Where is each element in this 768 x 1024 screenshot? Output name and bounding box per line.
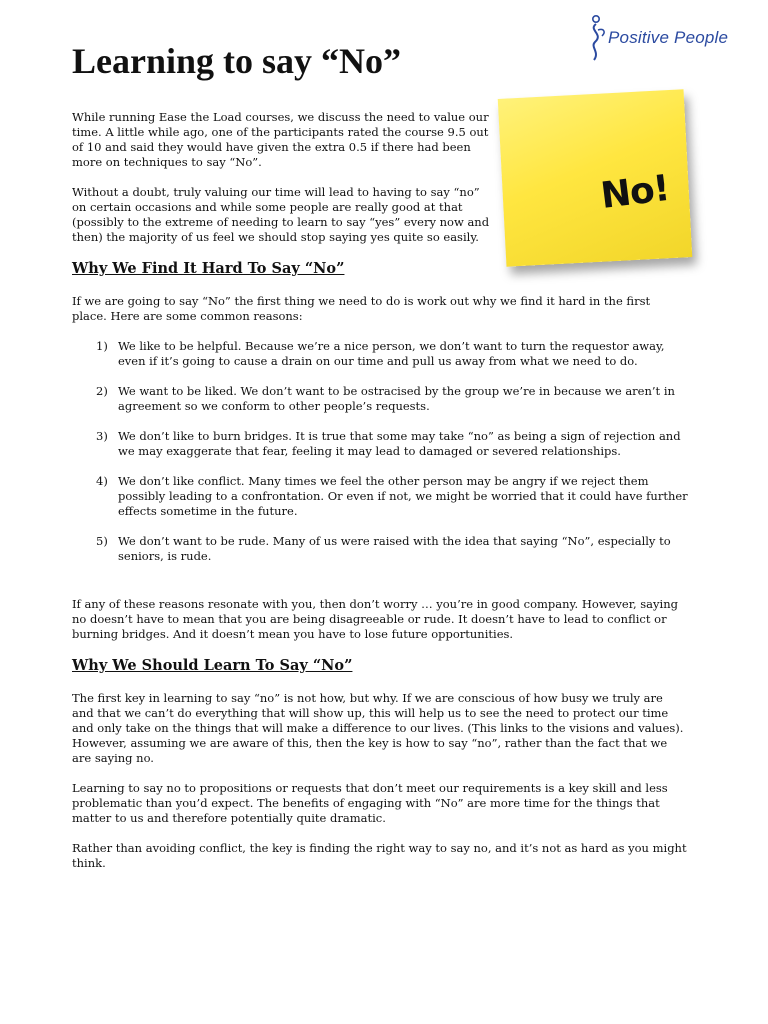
- section-heading-why-hard: Why We Find It Hard To Say “No”: [72, 260, 345, 277]
- list-item: [72, 534, 688, 564]
- list-item: [72, 384, 688, 414]
- brand-name: Positive People: [608, 28, 729, 47]
- list-item-text: We don’t want to be rude. Many of us were raised with the idea that saying “No”, especially to seniors, is rude.: [118, 534, 671, 563]
- list-item-text: We don’t like conflict. Many times we feel the other person may be angry if we reject them possibly leading to a confrontation. Or even if not, we might be worried that it could have further effects sometime in the future.: [118, 474, 688, 518]
- intro-paragraph-1: While running Ease the Load courses, we discuss the need to value our time. A little while ago, one of the participants rated the course 9.5 out of 10 and said they would have given the extra 0.5 if there had been more on techniques to say “No”.: [72, 110, 489, 169]
- intro-paragraph-2: Without a doubt, truly valuing our time will lead to having to say “no” on certain occasions and while some people are really good at that (possibly to the extreme of needing to learn to say “yes” every now and then) the majority of us feel we should stop saying yes quite so easily.: [72, 185, 490, 244]
- list-item-text: We like to be helpful. Because we’re a nice person, we don’t want to turn the requestor away, even if it’s going to cause a drain on our time and pull us away from what we need to do.: [118, 339, 665, 368]
- list-item-text: We want to be liked. We don’t want to be ostracised by the group we’re in because we aren’t in agreement so we conform to other people’s requests.: [118, 384, 675, 413]
- reasons-list: [72, 339, 688, 564]
- list-number: 4): [96, 474, 108, 488]
- list-item: [72, 429, 688, 459]
- brand-logo: [586, 14, 756, 62]
- list-number: 5): [96, 534, 108, 548]
- list-number: 2): [96, 384, 108, 398]
- page-title: Learning to say “No”: [72, 41, 402, 81]
- section2-paragraph-2: Learning to say no to propositions or requests that don’t meet our requirements is a key skill and less problematic than you’d expect. The benefits of engaging with “No” are more time for the things that matter to us and therefore potentially quite dramatic.: [72, 781, 668, 825]
- list-item: [72, 474, 688, 519]
- section2-paragraph-1: The first key in learning to say “no” is not how, but why. If we are conscious of how busy we truly are and that we can’t do everything that will show up, this will help us to see the need to protect our time and only take on the things that will make a difference to our lives. (This links to the visions and values). However, assuming we are aware of this, then the key is how to say “no”, rather than the fact that we are saying no.: [72, 691, 684, 765]
- sticky-note-text: No!: [598, 167, 672, 217]
- list-item-text: We don’t like to burn bridges. It is true that some may take “no” as being a sign of rejection and we may exaggerate that fear, feeling it may lead to damaged or severed relationships.: [118, 429, 681, 458]
- section2-paragraph-3: Rather than avoiding conflict, the key is finding the right way to say no, and it’s not as hard as you might think.: [72, 841, 687, 870]
- list-number: 1): [96, 339, 108, 353]
- article-body: [72, 110, 688, 886]
- section-heading-why-learn: Why We Should Learn To Say “No”: [72, 657, 353, 674]
- list-item: [72, 339, 688, 369]
- section1-closing: If any of these reasons resonate with you, then don’t worry … you’re in good company. However, saying no doesn’t have to mean that you are being disagreeable or rude. It doesn’t have to lead to conflict or burning bridges. And it doesn’t mean you have to lose future opportunities.: [72, 597, 678, 641]
- list-number: 3): [96, 429, 108, 443]
- section1-lead: If we are going to say “No” the first thing we need to do is work out why we find it hard in the first place. Here are some common reasons:: [72, 294, 651, 323]
